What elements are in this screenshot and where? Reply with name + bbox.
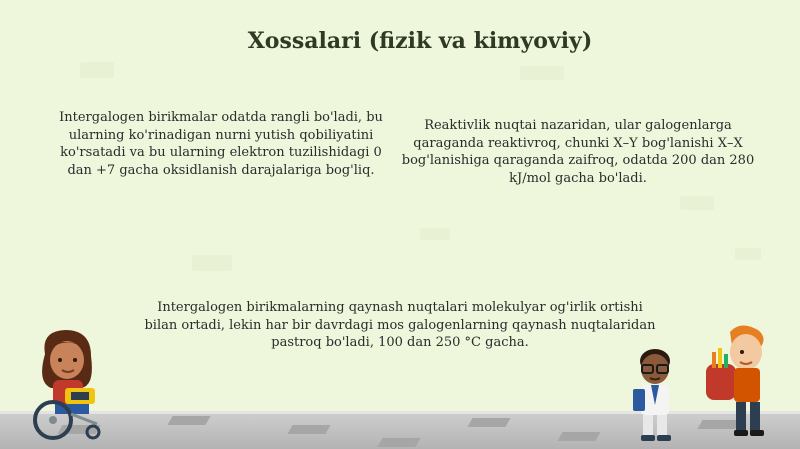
boy-with-glasses-illustration — [625, 345, 685, 443]
paragraph-colour-oxidation: Intergalogen birikmalar odatda rangli bo'ladi, bu ularning ko'rinadigan nurni yutish qobiliyatini ko'rsatadi va bu ularning elektron tuzilishidagi 0 dan +7 gacha oksidlanish darajalariga bog'liq. — [59, 110, 383, 178]
floor-tile — [467, 418, 510, 427]
floor-tile — [167, 416, 210, 425]
floor-tile — [287, 425, 330, 434]
background-texture — [192, 255, 232, 271]
paragraph-reactivity: Reaktivlik nuqtai nazaridan, ular galogenlarga qaraganda reaktivroq, chunki X–Y bog'lanishi X–X bog'lanishiga qaraganda zaifroq, odatda 200 dan 280 kJ/mol gacha bo'ladi. — [401, 118, 755, 186]
background-texture — [735, 248, 761, 260]
floor-tile — [377, 438, 420, 447]
background-texture — [80, 62, 114, 78]
background-texture — [420, 228, 450, 240]
background-texture — [520, 66, 564, 80]
slide-title: Xossalari (fizik va kimyoviy) — [247, 28, 593, 54]
floor-tile — [557, 432, 600, 441]
paragraph-boiling-points: Intergalogen birikmalarning qaynash nuqtalari molekulyar og'irlik ortishi bilan ortadi, lekin har bir davrdagi mos galogenlarning qaynash nuqtalaridan pastroq bo'ladi, 100 dan 250 °C gacha. — [144, 300, 656, 350]
boy-with-backpack-illustration — [700, 322, 780, 442]
background-texture — [680, 196, 714, 210]
girl-in-wheelchair-illustration — [25, 326, 115, 441]
